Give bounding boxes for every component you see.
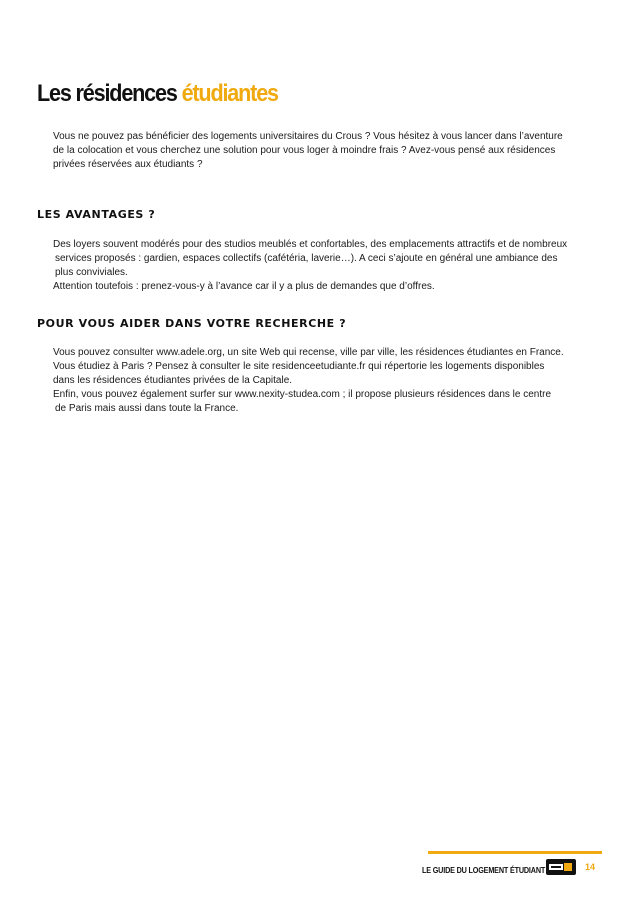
- avantages-paragraph: [53, 238, 567, 294]
- avantages-line: plus conviviales.: [55, 267, 128, 278]
- section-heading-avantages: LES AVANTAGES ?: [37, 208, 156, 221]
- century21-logo-icon: [546, 859, 576, 875]
- logo-mark: [549, 863, 573, 871]
- aide-line: Vous pouvez consulter www.adele.org, un site Web qui recense, ville par ville, les résidences étudiantes en France.: [53, 347, 564, 358]
- avantages-line: Des loyers souvent modérés pour des studios meublés et confortables, des emplacements attractifs et de nombreux: [53, 239, 568, 250]
- aide-line: de Paris mais aussi dans toute la France.: [55, 403, 239, 414]
- aide-line: dans les résidences étudiantes privées de la Capitale.: [53, 375, 293, 386]
- footer-accent-bar: [428, 851, 602, 854]
- intro-line: privées réservées aux étudiants ?: [53, 159, 203, 170]
- avantages-line: Attention toutefois : prenez-vous-y à l’avance car il y a plus de demandes que d’offres.: [53, 281, 435, 292]
- footer-guide-label: LE GUIDE DU LOGEMENT ÉTUDIANT: [422, 865, 546, 875]
- page-number: 14: [585, 862, 596, 872]
- page-title: [37, 80, 278, 108]
- page-title-part2: étudiantes: [181, 80, 278, 107]
- intro-paragraph: [53, 130, 563, 172]
- intro-line: Vous ne pouvez pas bénéficier des logements universitaires du Crous ? Vous hésitez à vous lancer dans l’aventure: [53, 131, 563, 142]
- section-heading-aide: POUR VOUS AIDER DANS VOTRE RECHERCHE ?: [37, 317, 347, 330]
- aide-line: Enfin, vous pouvez également surfer sur www.nexity-studea.com ; il propose plusieurs résidences dans le centre: [53, 389, 552, 400]
- page-title-part1: Les résidences: [37, 80, 177, 107]
- intro-line: de la colocation et vous cherchez une solution pour vous loger à moindre frais ? Avez-vous pensé aux résidences: [53, 145, 556, 156]
- aide-paragraph: [53, 346, 564, 416]
- avantages-line: services proposés : gardien, espaces collectifs (cafétéria, laverie…). A ceci s’ajoute en général une ambiance des: [55, 253, 558, 264]
- aide-line: Vous étudiez à Paris ? Pensez à consulter le site residenceetudiante.fr qui répertorie les logements disponibles: [53, 361, 545, 372]
